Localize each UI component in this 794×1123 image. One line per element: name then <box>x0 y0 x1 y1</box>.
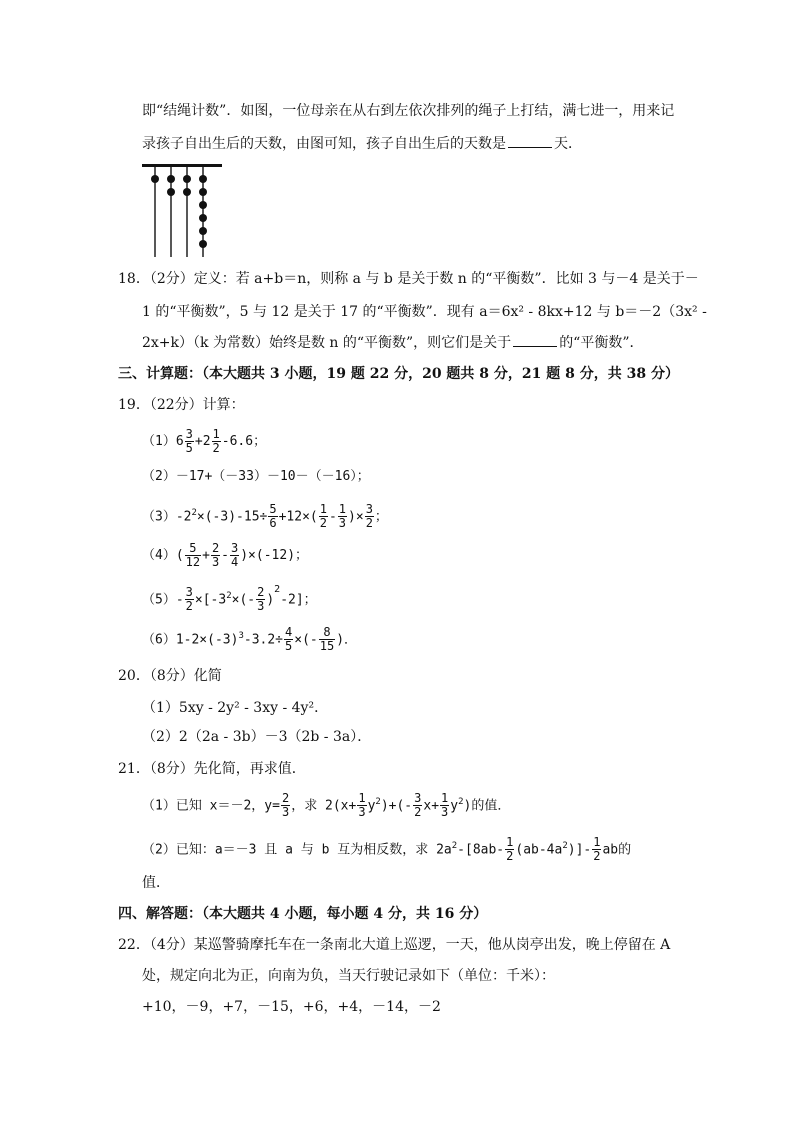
denominator: 2 <box>593 849 601 864</box>
section-4-heading: 四、解答题：（本大题共 4 小题，每小题 4 分，共 16 分） <box>118 906 488 922</box>
denominator: 5 <box>185 441 193 455</box>
expr: ( <box>175 548 184 563</box>
q17-line1: 即“结绳计数”．如图，一位母亲在从右到左依次排列的绳子上打结，满七进一，用来记 <box>142 103 675 119</box>
knot <box>183 188 191 196</box>
numerator: 3 <box>185 585 193 600</box>
fraction <box>212 428 221 455</box>
numerator: 2 <box>211 541 220 555</box>
denominator: 3 <box>441 805 449 820</box>
q19-part5 <box>142 586 317 613</box>
numerator: 5 <box>269 502 277 517</box>
denominator: 3 <box>281 805 290 820</box>
q17-line2 <box>142 134 582 154</box>
expr: 6 <box>175 434 184 449</box>
fraction <box>440 792 449 819</box>
denominator: 6 <box>269 516 277 531</box>
expr: )． <box>336 632 358 648</box>
fraction <box>319 503 328 530</box>
fraction <box>505 836 514 863</box>
fraction <box>413 792 422 819</box>
fraction <box>284 626 293 653</box>
q21-part2 <box>142 836 631 863</box>
denominator: 3 <box>338 516 347 531</box>
expr: ) <box>266 592 275 608</box>
denominator: 2 <box>319 516 327 531</box>
expr: )×(-12)； <box>240 548 309 563</box>
q17-line2-text: 录孩子自出生后的天数，由图可知，孩子自出生后的天数是 <box>142 136 506 152</box>
q22-line3: +10，－9，+7，－15，+6，+4，－14，－2 <box>142 999 441 1015</box>
numerator: 3 <box>365 502 373 517</box>
exponent: 2 <box>458 797 464 807</box>
numerator: 3 <box>185 427 193 441</box>
expr: - <box>221 548 229 563</box>
expr: )+(- <box>380 798 413 814</box>
part-label: （6） <box>142 632 176 648</box>
expr: ； <box>374 509 388 525</box>
numerator: 3 <box>414 791 422 806</box>
exponent: 2 <box>562 841 568 851</box>
fraction <box>357 792 366 819</box>
knot <box>151 175 159 183</box>
fraction <box>365 503 374 530</box>
denominator: 2 <box>212 441 220 455</box>
exponent: 2 <box>375 797 381 807</box>
numerator: 2 <box>281 791 290 806</box>
fraction <box>185 428 194 455</box>
expr: x+ <box>423 798 440 814</box>
numerator: 1 <box>212 427 220 441</box>
knot <box>167 175 175 183</box>
exponent: 3 <box>238 631 244 641</box>
q19-part6 <box>142 626 357 653</box>
knot <box>199 240 207 248</box>
knot <box>199 227 207 235</box>
denominator: 15 <box>319 639 335 654</box>
fraction <box>211 542 220 569</box>
denominator: 3 <box>211 555 220 569</box>
fraction <box>281 792 290 819</box>
expr: - <box>175 592 184 608</box>
knot <box>199 175 207 183</box>
q21-title: 21．（8分）先化简，再求值． <box>118 761 306 777</box>
answer-blank <box>513 334 557 347</box>
knot <box>167 188 175 196</box>
expr: -[8ab- <box>457 842 505 858</box>
denominator: 2 <box>506 849 514 864</box>
part-label: （5） <box>142 592 176 608</box>
knot <box>199 214 207 222</box>
expr: y <box>450 798 459 814</box>
denominator: 3 <box>257 599 265 614</box>
fraction <box>230 542 239 569</box>
expr: + <box>202 548 210 563</box>
exponent: 2 <box>451 841 458 851</box>
expr: ，求 2(x+ <box>291 798 357 814</box>
denominator: 3 <box>358 805 366 820</box>
expr: （1）已知 x＝－2，y= <box>142 798 280 814</box>
fraction <box>256 586 265 613</box>
q21-part2-end: 值． <box>142 875 170 891</box>
q18-line3 <box>142 333 644 353</box>
q19-part1 <box>142 428 266 455</box>
expr: y <box>367 798 376 814</box>
expr: ×[-3 <box>194 592 227 608</box>
numerator: 1 <box>593 835 601 850</box>
expr: -2]； <box>280 592 317 608</box>
part-label: （1） <box>142 434 176 449</box>
fraction <box>338 503 347 530</box>
numerator: 5 <box>185 542 201 556</box>
numerator: 1 <box>506 835 514 850</box>
exponent: 2 <box>226 591 232 601</box>
numerator: 2 <box>257 585 265 600</box>
part-label: （4） <box>142 548 176 563</box>
expr: ab的 <box>602 842 632 858</box>
q22-line2: 处，规定向北为正，向南为负，当天行驶记录如下（单位：千米）： <box>142 968 555 984</box>
q18-line2: 1 的“平衡数”，5 与 12 是关于 17 的“平衡数”．现有 a＝6x² - 8kx+12 与 b＝－2（3x² - <box>142 304 707 320</box>
numerator: 8 <box>319 626 335 640</box>
exponent: 2 <box>191 508 197 518</box>
expr: （2）已知：a＝－3 且 a 与 b 互为相反数，求 2a <box>142 842 452 858</box>
expr: -3.2÷ <box>243 632 284 648</box>
q18-line1: 18．（2分）定义：若 a+b＝n，则称 a 与 b 是关于数 n 的“平衡数”．比如 3 与－4 是关于－ <box>118 271 699 287</box>
knot <box>183 175 191 183</box>
fraction <box>319 626 335 653</box>
denominator: 4 <box>231 555 239 569</box>
denominator: 2 <box>365 516 373 531</box>
q18-line3-text: 2x+k）（k 为常数）始终是数 n 的“平衡数”，则它们是关于 <box>142 335 512 351</box>
q20-part2: （2）2（2a - 3b）－3（2b - 3a）． <box>142 729 372 745</box>
rope-bar <box>142 164 222 167</box>
expr: ×(-3)-15÷ <box>196 509 268 525</box>
numerator: 3 <box>231 541 239 555</box>
q19-part3 <box>142 503 388 530</box>
exponent: 2 <box>274 584 281 595</box>
denominator: 2 <box>414 805 422 820</box>
q17-line2-end: 天． <box>554 136 582 152</box>
expr: )的值． <box>463 798 511 814</box>
q19-part2: （2）－17+（－33）－10－（－16）； <box>142 469 370 484</box>
q18-line3-end: 的“平衡数”． <box>559 335 644 351</box>
knot <box>199 188 207 196</box>
numerator: 1 <box>319 502 327 517</box>
q20-title: 20．（8分）化简 <box>118 668 222 684</box>
expr: 1-2×(-3) <box>175 632 239 648</box>
denominator: 5 <box>285 639 293 654</box>
expr: -2 <box>175 509 192 525</box>
part-label: （3） <box>142 509 176 525</box>
numerator: 1 <box>441 791 449 806</box>
fraction <box>185 586 194 613</box>
knot-rope-figure <box>140 160 230 260</box>
expr: ×(- <box>231 592 256 608</box>
expr: )]- <box>567 842 592 858</box>
fraction <box>268 503 277 530</box>
numerator: 1 <box>358 791 366 806</box>
expr: ×(- <box>294 632 318 648</box>
expr: )× <box>348 509 364 525</box>
numerator: 4 <box>285 625 293 640</box>
expr: (ab-4a <box>515 842 563 858</box>
q22-line1: 22．（4分）某巡警骑摩托车在一条南北大道上巡逻，一天，他从岗亭出发，晚上停留在 A <box>118 937 671 953</box>
expr: -6.6； <box>221 434 267 449</box>
knot <box>199 201 207 209</box>
q21-part1 <box>142 792 510 819</box>
fraction <box>592 836 601 863</box>
expr: +12×( <box>278 509 318 525</box>
fraction <box>185 542 201 569</box>
expr: - <box>328 509 337 525</box>
numerator: 1 <box>338 502 347 517</box>
q19-part4 <box>142 542 308 569</box>
denominator: 12 <box>185 555 201 569</box>
section-3-heading: 三、计算题：（本大题共 3 小题，19 题 22 分，20 题共 8 分，21 题 8 分，共 38 分） <box>118 366 679 382</box>
answer-blank <box>508 135 552 148</box>
q19-title: 19．（22分）计算： <box>118 397 245 413</box>
q20-part1: （1）5xy - 2y² - 3xy - 4y²． <box>142 700 329 716</box>
expr: +2 <box>194 434 211 449</box>
denominator: 2 <box>185 599 193 614</box>
